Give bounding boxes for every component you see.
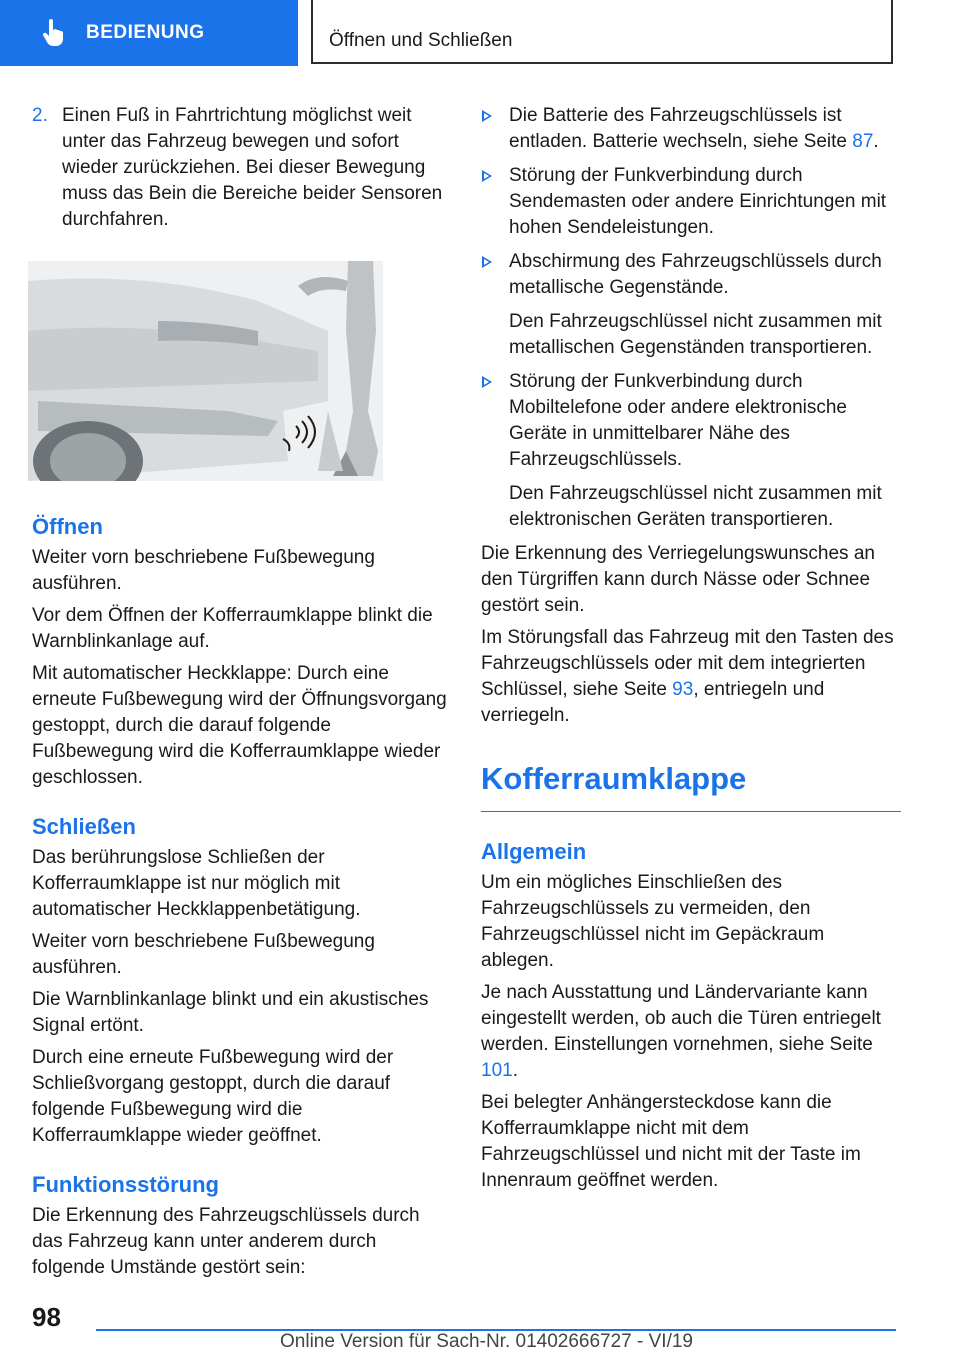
triangle-bullet-icon xyxy=(482,256,492,268)
list-item xyxy=(481,369,901,473)
chapter-title: Öffnen und Schließen xyxy=(329,30,513,51)
chapter-title-box xyxy=(311,0,893,64)
list-item-note: Den Fahrzeugschlüssel nicht zusammen mit elektronischen Geräten transportieren. xyxy=(509,483,882,530)
list-item-text: Störung der Funkverbindung durch Mobiltelefone oder andere elektronische Geräte in unmittelbarer Nähe des Fahrzeugschlüssels. xyxy=(509,371,847,470)
page-link[interactable]: 101 xyxy=(481,1060,513,1081)
oeffnen-paragraph-3: Mit automatischer Heckklappe: Durch eine erneute Fußbewegung wird der Öffnungsvorgang gestoppt, durch die darauf folgende Fußbewegung wird die Kofferraumklappe wieder geschlossen. xyxy=(32,663,447,788)
schliessen-paragraph-2: Weiter vorn beschriebene Fußbewegung ausführen. xyxy=(32,931,375,978)
list-item-note: Den Fahrzeugschlüssel nicht zusammen mit metallischen Gegenständen transportieren. xyxy=(509,311,882,358)
oeffnen-paragraph-2: Vor dem Öffnen der Kofferraumklappe blinkt die Warnblinkanlage auf. xyxy=(32,605,433,652)
step-number: 2. xyxy=(32,105,48,126)
triangle-bullet-icon xyxy=(482,376,492,388)
heading-oeffnen: Öffnen xyxy=(32,514,103,539)
page-link[interactable]: 87 xyxy=(852,131,874,152)
stoerung-paragraph-3: Im Störungsfall das Fahrzeug mit den Tasten des Fahrzeugschlüssels oder mit dem integrierten Schlüssel, siehe Seite 93, entriegeln und verriegeln. xyxy=(481,627,894,726)
left-column xyxy=(32,103,452,1287)
stoerung-paragraph-1: Die Erkennung des Fahrzeugschlüssels durch das Fahrzeug kann unter anderem durch folgende Umstände gestört sein: xyxy=(32,1205,420,1278)
schliessen-paragraph-4: Durch eine erneute Fußbewegung wird der Schließvorgang gestoppt, durch die darauf folgende Fußbewegung wird die Kofferraumklappe wieder geöffnet. xyxy=(32,1047,394,1146)
step-item xyxy=(32,103,452,233)
schliessen-paragraph-1: Das berührungslose Schließen der Kofferraumklappe ist nur möglich mit automatischer Heckklappenbetätigung. xyxy=(32,847,361,920)
right-column xyxy=(481,103,901,1200)
section-tab-label: BEDIENUNG xyxy=(86,22,205,43)
allgemein-paragraph-3: Bei belegter Anhängersteckdose kann die Kofferraumklappe nicht mit dem Fahrzeugschlüssel und nicht mit der Taste im Innenraum geöffnet werden. xyxy=(481,1092,861,1191)
section-tab[interactable] xyxy=(0,0,298,66)
list-item xyxy=(481,163,901,241)
list-item-text: Die Batterie des Fahrzeugschlüssels ist entladen. Batterie wechseln, siehe Seite xyxy=(509,105,853,152)
footer-version-text: Online Version für Sach-Nr. 01402666727 - VI/19 xyxy=(280,1331,693,1352)
step-text: Einen Fuß in Fahrtrichtung möglichst weit unter das Fahrzeug bewegen und sofort wieder zurückziehen. Bei dieser Bewegung muss das Bein die Bereiche beider Sensoren durchfahren. xyxy=(62,105,443,230)
list-item xyxy=(481,103,901,155)
allgemein-paragraph-1: Um ein mögliches Einschließen des Fahrzeugschlüssels zu vermeiden, den Fahrzeugschlüssel nicht im Gepäckraum ablegen. xyxy=(481,872,825,971)
list-item-text-end: . xyxy=(873,131,879,152)
triangle-bullet-icon xyxy=(482,110,492,122)
kick-sensor-illustration xyxy=(28,261,383,481)
heading-schliessen: Schließen xyxy=(32,814,136,839)
triangle-bullet-icon xyxy=(482,170,492,182)
allgemein-paragraph-2: Je nach Ausstattung und Ländervariante kann eingestellt werden, ob auch die Türen entriegelt werden. Einstellungen vornehmen, siehe Seite 101. xyxy=(481,982,881,1081)
section-divider xyxy=(481,811,901,812)
page-number: 98 xyxy=(32,1302,61,1332)
list-item xyxy=(481,249,901,301)
heading-funktionsstoerung: Funktionsstörung xyxy=(32,1172,219,1197)
page-link[interactable]: 93 xyxy=(672,679,694,700)
oeffnen-paragraph-1: Weiter vorn beschriebene Fußbewegung ausführen. xyxy=(32,547,375,594)
stoerung-paragraph-2: Die Erkennung des Verriegelungswunsches an den Türgriffen kann durch Nässe oder Schnee gestört sein. xyxy=(481,543,875,616)
schliessen-paragraph-3: Die Warnblinkanlage blinkt und ein akustisches Signal ertönt. xyxy=(32,989,429,1036)
list-item-text: Abschirmung des Fahrzeugschlüssels durch metallische Gegenstände. xyxy=(509,251,882,298)
hand-pointer-icon xyxy=(40,18,66,48)
section-heading-kofferraumklappe: Kofferraumklappe xyxy=(481,761,747,796)
list-item-text: Störung der Funkverbindung durch Sendemasten oder andere Einrichtungen mit hohen Sendeleistungen. xyxy=(509,165,887,238)
heading-allgemein: Allgemein xyxy=(481,839,587,864)
